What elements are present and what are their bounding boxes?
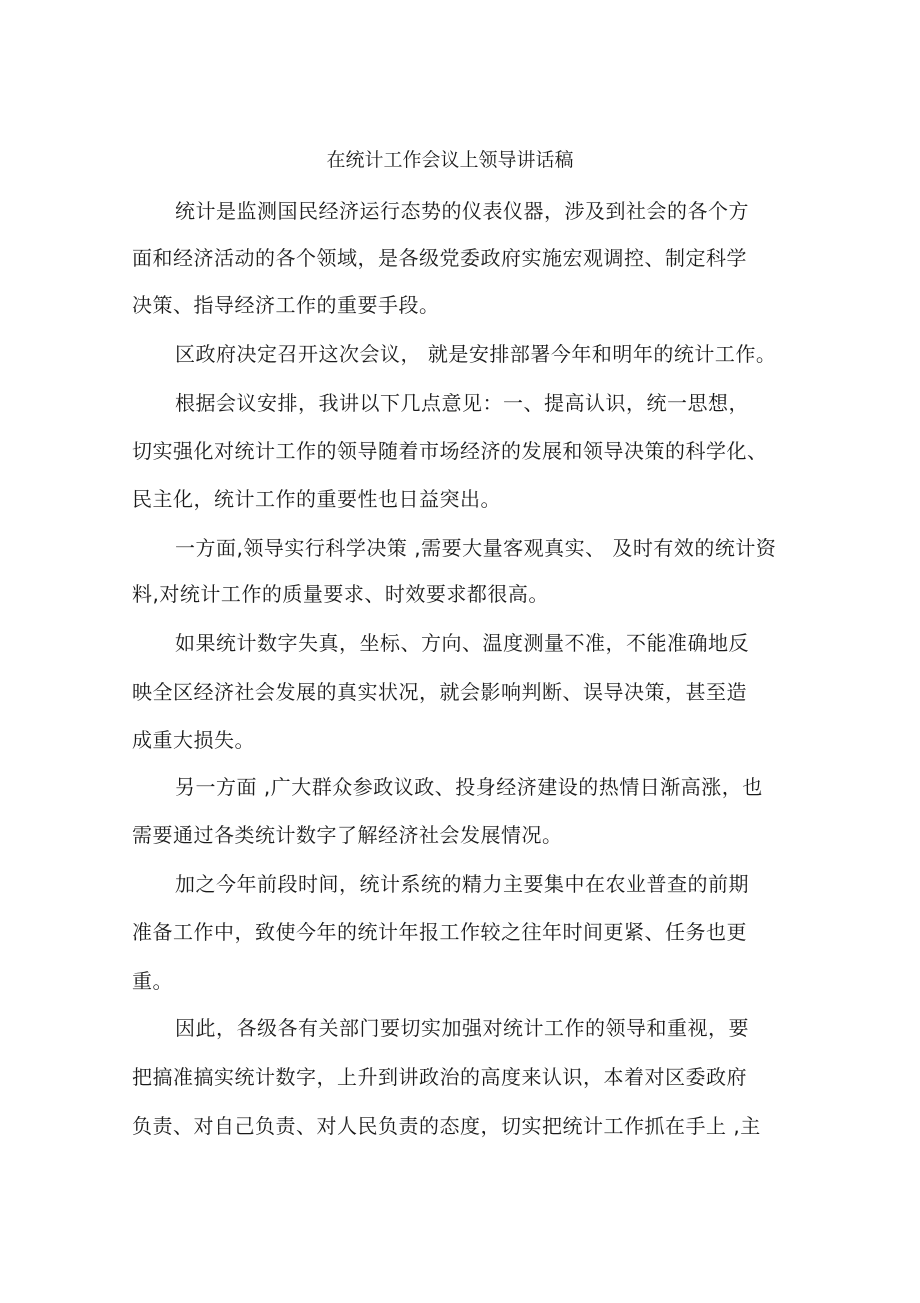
text-line: 民主化，统计工作的重要性也日益突出。 — [132, 487, 501, 511]
text-line: 需要通过各类统计数字了解经济社会发展情况。 — [132, 823, 563, 847]
text-line: 加之今年前段时间，统计系统的精力主要集中在农业普查的前期 — [175, 872, 749, 896]
text-line: 料,对统计工作的质量要求、时效要求都很高。 — [132, 582, 549, 606]
text-line: 成重大损失。 — [132, 728, 255, 752]
text-line: 区政府决定召开这次会议， 就是安排部署今年和明年的统计工作。 — [175, 342, 777, 366]
text-line: 如果统计数字失真，坐标、方向、温度测量不准，不能准确地反 — [175, 631, 749, 655]
text-line: 负责、对自己负责、对人民负责的态度，切实把统计工作抓在手上 ,主 — [132, 1114, 761, 1138]
text-line: 切实强化对统计工作的领导随着市场经济的发展和领导决策的科学化、 — [132, 439, 768, 463]
text-line: 准备工作中，致使今年的统计年报工作较之往年时间更紧、任务也更 — [132, 920, 747, 944]
document-title: 在统计工作会议上领导讲话稿 — [326, 149, 574, 171]
text-line: 因此，各级各有关部门要切实加强对统计工作的领导和重视，要 — [175, 1016, 749, 1040]
text-line: 重。 — [132, 969, 173, 993]
text-line: 根据会议安排，我讲以下几点意见：一、提高认识，统一思想， — [175, 391, 749, 415]
text-line: 映全区经济社会发展的真实状况，就会影响判断、误导决策，甚至造 — [132, 680, 747, 704]
text-line: 把搞准搞实统计数字，上升到讲政治的高度来认识，本着对区委政府 — [132, 1065, 747, 1089]
text-line: 决策、指导经济工作的重要手段。 — [132, 293, 440, 317]
text-line: 一方面,领导实行科学决策 ,需要大量客观真实、 及时有效的统计资 — [175, 536, 777, 560]
text-line: 另一方面 ,广大群众参政议政、投身经济建设的热情日渐高涨，也 — [175, 775, 763, 799]
text-line: 面和经济活动的各个领域，是各级党委政府实施宏观调控、制定科学 — [132, 246, 747, 270]
text-line: 统计是监测国民经济运行态势的仪表仪器，涉及到社会的各个方 — [175, 199, 749, 223]
